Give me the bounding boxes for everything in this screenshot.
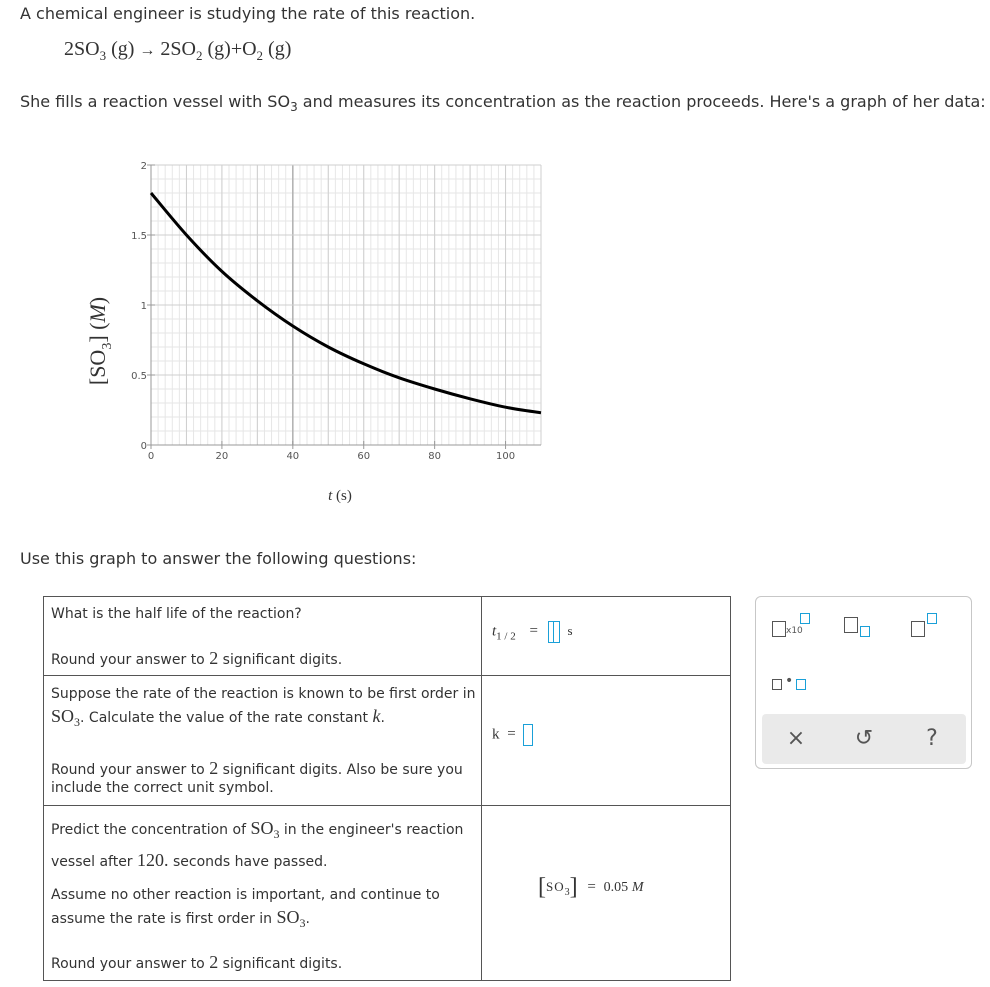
y-tick-label: 1 (140, 301, 147, 312)
assumption-line1: Assume no other reaction is important, and continue to (51, 887, 440, 903)
answer-cell (482, 806, 730, 980)
problem-description (20, 92, 986, 114)
question-cell (44, 676, 482, 805)
plus-sign: + (230, 38, 243, 60)
round-text-post: significant digits. (218, 956, 343, 972)
exponent-box-icon (800, 613, 810, 624)
sig-digits: 2 (209, 758, 219, 778)
time-value: 120. (137, 850, 169, 870)
concentration-chart (60, 145, 560, 515)
round-instruction-line2: include the correct unit symbol. (51, 780, 274, 796)
product1-formula: SO (170, 38, 196, 60)
superscript-button[interactable] (911, 613, 947, 643)
subscript-box-icon (860, 626, 870, 637)
round-text: Round your answer to (51, 652, 210, 668)
help-button[interactable]: ? (926, 726, 938, 751)
question-prompt-line1: Suppose the rate of the reaction is known to be first order in (51, 686, 476, 702)
k-symbol: k (372, 706, 381, 726)
x-tick-label: 60 (357, 451, 371, 462)
x-tick-label: 0 (147, 451, 155, 462)
dot-icon: • (785, 673, 794, 689)
concentration-input[interactable]: 0.05 (603, 879, 629, 895)
y-tick-label: 0 (140, 441, 147, 452)
answer-cell (482, 676, 730, 805)
species-subscript: 3 (74, 714, 81, 729)
y-axis-label-unit: M (85, 304, 110, 323)
half-life-answer (492, 621, 573, 643)
question-prompt-line1 (51, 818, 463, 844)
question-row-concentration (44, 806, 730, 980)
superscript-box-icon (927, 613, 937, 624)
answer-subscript: 3 (564, 886, 570, 898)
period: . (380, 710, 385, 726)
product2-subscript: 2 (256, 48, 264, 63)
series-line-so3 (151, 193, 541, 413)
x-axis-label (328, 488, 352, 504)
equals-sign: = (507, 726, 516, 743)
product2-state: (g) (268, 38, 292, 60)
x-tick-label: 20 (215, 451, 229, 462)
round-text-post: significant digits. (218, 652, 343, 668)
question-prompt: What is the half life of the reaction? (51, 606, 302, 622)
subscript-button[interactable] (844, 613, 880, 643)
species-subscript: 3 (273, 826, 280, 841)
product1-subscript: 2 (195, 48, 203, 63)
line2-post: seconds have passed. (168, 854, 328, 870)
round-instruction (51, 952, 342, 974)
half-life-subscript: 1 / 2 (496, 630, 516, 643)
x-tick-label: 40 (286, 451, 300, 462)
y-axis-label-text (85, 297, 115, 385)
reaction-arrow: → (139, 42, 156, 59)
species-formula: SO (276, 907, 300, 927)
species-formula: SO (250, 818, 274, 838)
sig-digits: 2 (209, 952, 219, 972)
half-life-input[interactable] (548, 621, 560, 643)
product2-formula: O (242, 38, 257, 60)
description-pre: She fills a reaction vessel with SO (20, 92, 291, 111)
multiply-dot-button[interactable] (772, 675, 812, 695)
description-subscript: 3 (290, 100, 298, 115)
y-tick-label: 1.5 (131, 231, 147, 242)
question-row-half-life (44, 597, 730, 676)
toolbox-actions (762, 714, 966, 764)
round-instruction (51, 648, 342, 670)
reactant-state: (g) (111, 38, 135, 60)
x-tick-label: 80 (428, 451, 442, 462)
scientific-notation-button[interactable] (772, 613, 812, 643)
rate-constant-answer (492, 724, 533, 746)
assume2-pre: assume the rate is first order in (51, 911, 277, 927)
subscript-base-icon (844, 617, 858, 633)
reaction-equation (64, 38, 291, 64)
y-axis-label-open-bracket: [SO (85, 349, 110, 386)
x-tick-label: 100 (495, 451, 516, 462)
reactant-coefficient: 2 (64, 38, 74, 60)
reactant-subscript: 3 (99, 48, 107, 63)
x-axis-label-var: t (328, 488, 333, 504)
species-subscript: 3 (299, 915, 306, 930)
sig-digits: 2 (209, 648, 219, 668)
bracket-open-icon: [ (538, 874, 546, 900)
math-toolbox (755, 596, 972, 769)
period: . (305, 911, 310, 927)
undo-button[interactable]: ↺ (854, 726, 874, 751)
chart-x-ticks (148, 441, 515, 462)
half-life-symbol: t (492, 623, 497, 640)
equals-sign: = (587, 878, 596, 895)
clear-button[interactable]: × (786, 726, 806, 751)
prompt-pre: Predict the concentration of (51, 822, 251, 838)
y-axis-label-subscript: 3 (100, 342, 115, 350)
x10-label: x10 (786, 626, 803, 636)
y-axis-label-close-paren: ) (85, 296, 110, 305)
y-axis-label-close: ] ( (85, 322, 110, 343)
superscript-base-icon (911, 621, 925, 637)
half-life-unit: s (567, 623, 573, 639)
reactant-formula: SO (74, 38, 100, 60)
concentration-unit: M (631, 879, 644, 895)
product1-state: (g) (207, 38, 231, 60)
k-label: k (492, 726, 500, 743)
round-text: Round your answer to (51, 956, 210, 972)
prompt-post: . Calculate the value of the rate constant (80, 710, 373, 726)
x-axis-label-unit: (s) (332, 488, 352, 504)
assumption-line2 (51, 907, 310, 933)
y-axis-label (85, 297, 115, 385)
use-graph-instruction: Use this graph to answer the following questions: (20, 549, 417, 568)
line2-pre: vessel after (51, 854, 138, 870)
y-tick-label: 0.5 (131, 371, 147, 382)
y-tick-label: 2 (140, 161, 147, 172)
concentration-answer (538, 874, 644, 901)
problem-intro: A chemical engineer is studying the rate of this reaction. (20, 4, 476, 23)
description-post: and measures its concentration as the reaction proceeds. Here's a graph of her data: (297, 92, 986, 111)
equals-sign: = (529, 623, 538, 640)
round-text-post: significant digits. Also be sure you (218, 762, 463, 778)
left-box-icon (772, 679, 782, 690)
round-text: Round your answer to (51, 762, 210, 778)
question-cell (44, 806, 482, 980)
question-prompt-line2 (51, 706, 385, 732)
bracket-close-icon: ] (569, 874, 578, 900)
question-prompt-line2 (51, 850, 327, 872)
rate-constant-input[interactable] (523, 724, 533, 746)
product1-coefficient: 2 (160, 38, 171, 60)
round-instruction (51, 758, 463, 780)
prompt-post: in the engineer's reaction (279, 822, 464, 838)
question-table (43, 596, 731, 981)
question-cell (44, 597, 482, 675)
base-box-icon (772, 621, 786, 637)
species-formula: SO (51, 706, 75, 726)
answer-species: SO (546, 878, 565, 894)
question-row-rate-constant (44, 676, 730, 806)
answer-cell (482, 597, 730, 675)
right-box-icon (796, 679, 806, 690)
